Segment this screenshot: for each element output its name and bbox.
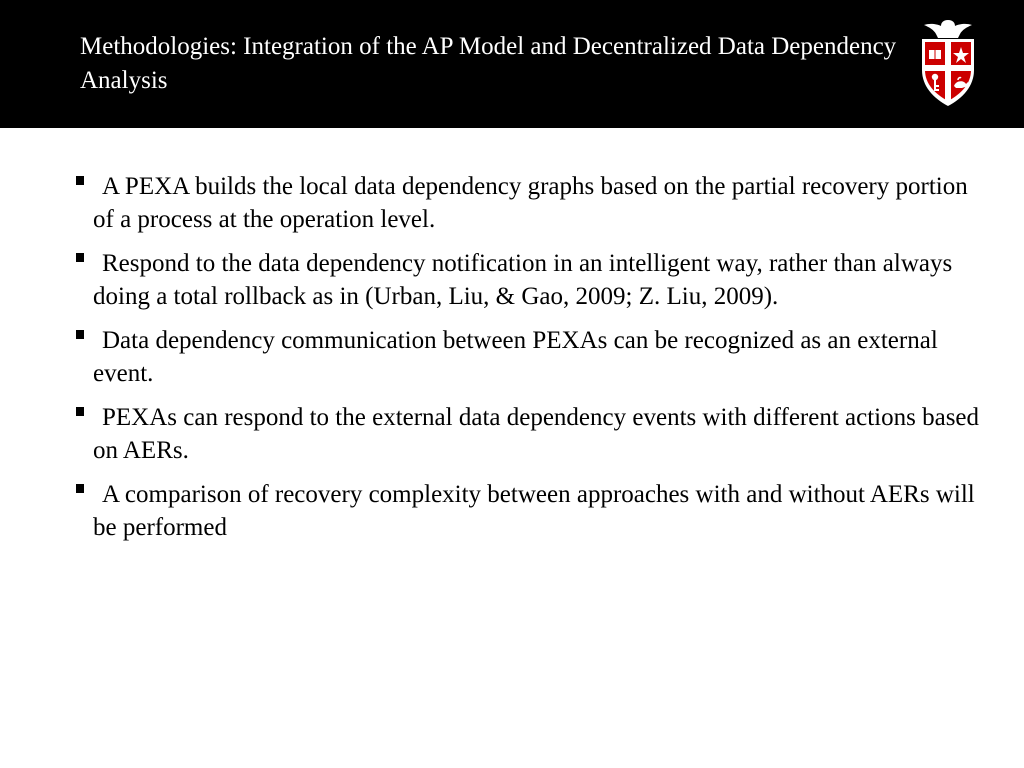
square-bullet-icon xyxy=(76,407,84,416)
bullet-text: Data dependency communication between PEXAs can be recognized as an external event. xyxy=(93,327,938,387)
bullet-list xyxy=(74,170,984,555)
bullet-item xyxy=(74,401,984,467)
bullet-text: Respond to the data dependency notification in an intelligent way, rather than always doing a total rollback as in (Urban, Liu, & Gao, 2009; Z. Liu, 2009). xyxy=(93,250,953,310)
bullet-text: A PEXA builds the local data dependency graphs based on the partial recovery portion of a process at the operation level. xyxy=(93,173,968,233)
bullet-item xyxy=(74,324,984,390)
slide-title: Methodologies: Integration of the AP Model and Decentralized Data Dependency Analysis xyxy=(80,33,897,94)
square-bullet-icon xyxy=(76,330,84,339)
square-bullet-icon xyxy=(76,176,84,185)
university-shield-logo xyxy=(912,14,984,110)
bullet-text: PEXAs can respond to the external data dependency events with different actions based on AERs. xyxy=(93,404,980,464)
bullet-text: A comparison of recovery complexity between approaches with and without AERs will be performed xyxy=(93,481,975,541)
square-bullet-icon xyxy=(76,484,84,493)
bullet-item xyxy=(74,478,984,544)
bullet-item xyxy=(74,247,984,313)
square-bullet-icon xyxy=(76,253,84,262)
header-bar xyxy=(0,0,1024,128)
bullet-item xyxy=(74,170,984,236)
